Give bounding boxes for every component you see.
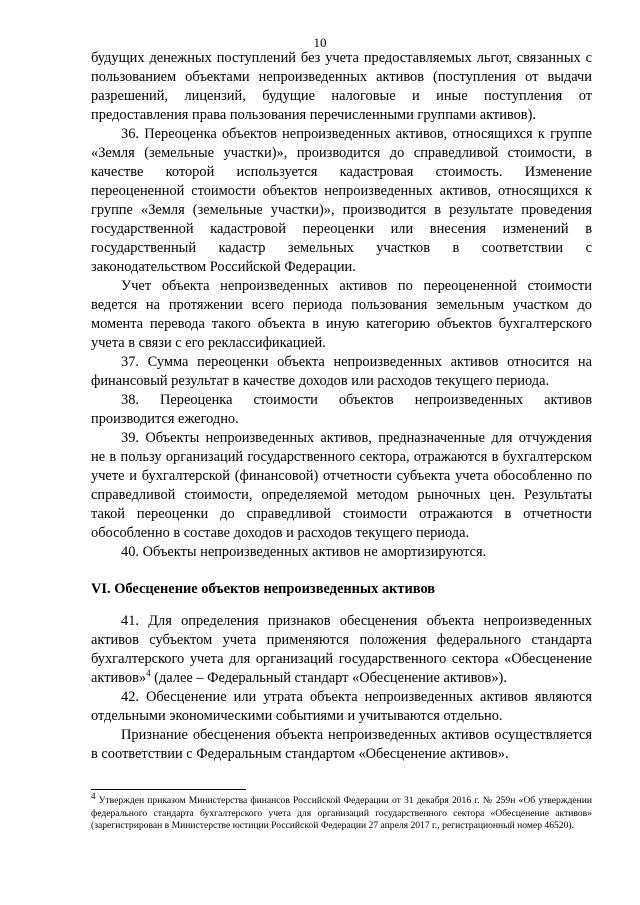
footnote-body: Утвержден приказом Министерства финансов Российской Федерации от 31 декабря 2016 г. № 259н «Об утверждении федерального стандарта бухгалтерского учета для организаций государственного сектора «Обесценение активов» (зарегистрирован в Министерстве юстиции Российской Федерации 27 апреля 2017 г., регистрационный номер 46520). — [91, 795, 592, 831]
footnote-reference[interactable]: 4 — [146, 668, 151, 679]
paragraph-42: 42. Обесценение или утрата объекта непроизведенных активов являются отдельными экономическими событиями и учитываются отдельно. — [91, 689, 592, 724]
paragraph-36: 36. Переоценка объектов непроизведенных активов, относящихся к группе «Земля (земельные участки)», производится до справедливой стоимости, в качестве которой используется кадастровая стоимость. Изменение переоцененной стоимости объектов непроизведенных активов, относящихся к группе «Земля (земельные участки)», производится в результате проведения государственной кадастровой переоценки или внесения изменений в государственный кадастр земельных участков в соответствии с законодательством Российской Федерации. — [91, 126, 592, 275]
paragraph-37: 37. Сумма переоценки объекта непроизведенных активов относится на финансовый результат в качестве доходов или расходов текущего периода. — [91, 354, 592, 389]
paragraph-41-text: 41. Для определения признаков обесценения объекта непроизведенных активов субъектом учета применяются положения федерального стандарта бухгалтерского учета для организаций государственного сектора «Обесценение активов» — [91, 613, 592, 686]
paragraph-39: 39. Объекты непроизведенных активов, предназначенные для отчуждения не в пользу организаций государственного сектора, отражаются в бухгалтерском учете и бухгалтерской (финансовой) отчетности субъекта учета обособленно по справедливой стоимости, определяемой методом рыночных цен. Результаты такой переоценки до справедливой стоимости отражаются в отчетности обособленно в составе доходов и расходов текущего периода. — [91, 430, 592, 541]
document-body — [91, 49, 592, 764]
paragraph-36-cont: Учет объекта непроизведенных активов по переоцененной стоимости ведется на протяжении всего периода пользования земельным участком до момента перевода такого объекта в иную категорию объектов бухгалтерского учета в связи с его реклассификацией. — [91, 278, 592, 351]
paragraph-42-cont: Признание обесценения объекта непроизведенных активов осуществляется в соответствии с Федеральным стандартом «Обесценение активов». — [91, 727, 592, 762]
section-heading: VI. Обесценение объектов непроизведенных активов — [91, 581, 436, 597]
page-number: 10 — [313, 35, 327, 50]
footnote-mark: 4 — [91, 790, 96, 801]
paragraph-41 — [91, 612, 592, 688]
footnote-text — [91, 790, 592, 833]
paragraph-continuation: будущих денежных поступлений без учета предоставляемых льгот, связанных с пользованием объектами непроизведенных активов (поступления от выдачи разрешений, лицензий, будущие налоговые и иные поступления от предоставления права пользования перечисленными группами активов). — [91, 50, 592, 123]
paragraph-41-text-end: (далее – Федеральный стандарт «Обесценение активов»). — [150, 670, 507, 686]
footnote-separator — [91, 789, 246, 790]
footnote — [91, 790, 592, 833]
paragraph-40: 40. Объекты непроизведенных активов не амортизируются. — [121, 544, 487, 560]
paragraph-38: 38. Переоценка стоимости объектов непроизведенных активов производится ежегодно. — [91, 392, 592, 427]
